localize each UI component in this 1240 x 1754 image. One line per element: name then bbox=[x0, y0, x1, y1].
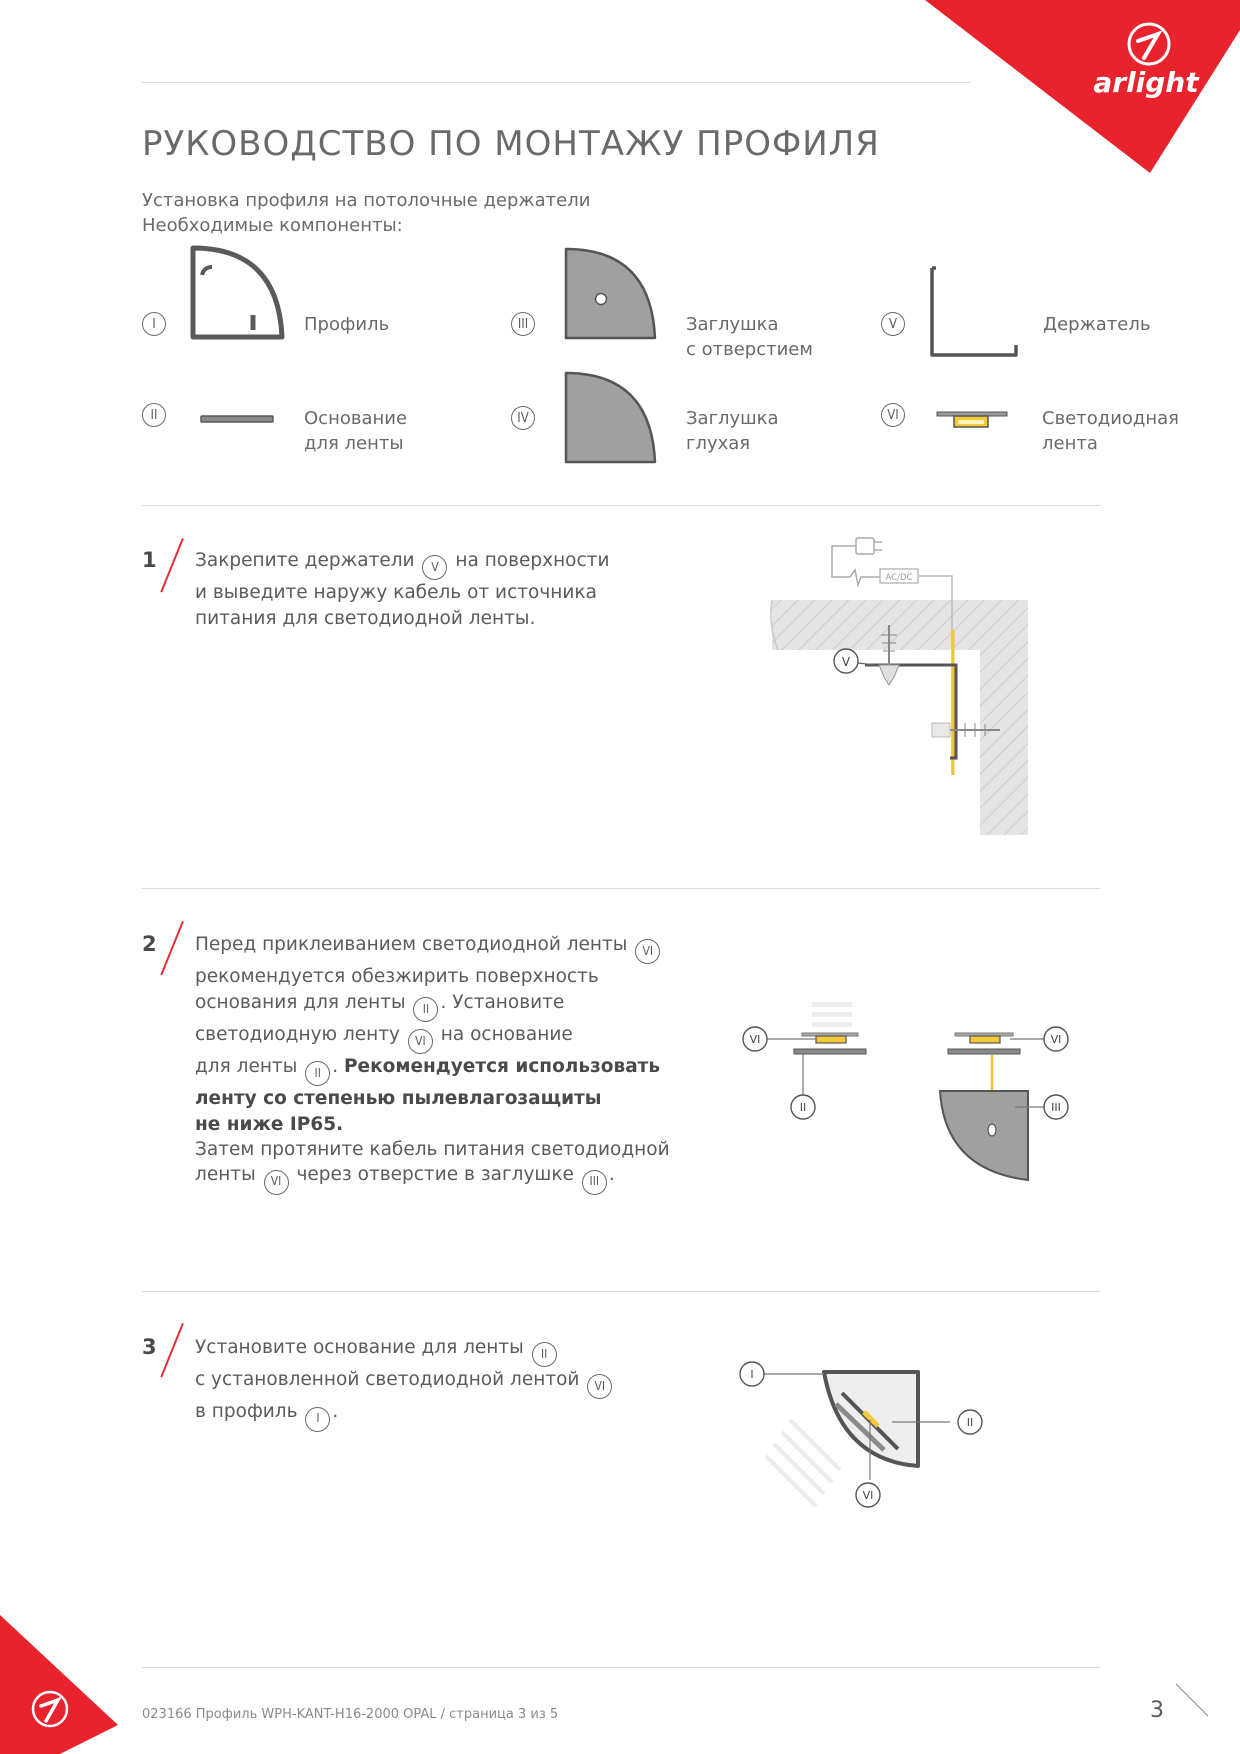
footer-text: 023166 Профиль WPH-KANT-H16-2000 OPAL / страница 3 из 5 bbox=[142, 1707, 559, 1722]
diagram-ref-label: VI bbox=[862, 1489, 874, 1502]
step-1-diagram bbox=[770, 525, 1040, 845]
component-number: IV bbox=[511, 406, 535, 430]
section-divider bbox=[142, 1291, 1100, 1292]
step-slash bbox=[160, 538, 184, 593]
component-number: VI bbox=[881, 403, 905, 427]
end-cap-blind-icon bbox=[563, 370, 658, 465]
ref-badge: II bbox=[413, 997, 438, 1022]
section-divider bbox=[142, 505, 1100, 506]
ref-badge: V bbox=[422, 555, 447, 580]
led-strip-icon bbox=[936, 409, 1008, 431]
step-3-diagram bbox=[730, 1350, 1000, 1520]
component-label: Заглушка bbox=[686, 408, 779, 429]
subtitle: Установка профиля на потолочные держатели bbox=[142, 190, 591, 211]
component-label-line2: с отверстием bbox=[686, 339, 813, 360]
components-heading: Необходимые компоненты: bbox=[142, 215, 403, 236]
page-corner-line bbox=[1172, 1680, 1212, 1720]
power-supply-label: AC/DC bbox=[885, 573, 913, 583]
step-number: 3 bbox=[142, 1335, 157, 1359]
end-cap-with-hole-icon bbox=[563, 246, 658, 341]
page-number: 3 bbox=[1150, 1698, 1164, 1723]
holder-bracket-icon bbox=[925, 265, 1021, 360]
brand-name: arlight bbox=[1093, 66, 1199, 99]
ref-badge: II bbox=[532, 1342, 557, 1367]
step-slash bbox=[160, 1323, 184, 1378]
brand-corner bbox=[920, 0, 1240, 175]
ref-badge: VI bbox=[264, 1170, 289, 1195]
diagram-ref-label: V bbox=[841, 655, 851, 669]
profile-icon bbox=[190, 245, 285, 340]
step-3-text: Установите основание для ленты II с установленной светодиодной лентой VI в профиль I . bbox=[195, 1335, 665, 1432]
footer-rule bbox=[142, 1667, 1100, 1668]
component-label-line2: лента bbox=[1042, 433, 1098, 454]
component-label: Заглушка bbox=[686, 314, 779, 335]
component-number: I bbox=[142, 312, 166, 336]
ref-badge: III bbox=[582, 1170, 607, 1195]
step-1-text: Закрепите держатели V на поверхности и выведите наружу кабель от источника питания для светодиодной ленты. bbox=[195, 550, 610, 629]
diagram-ref-label: III bbox=[1051, 1101, 1061, 1114]
component-number: II bbox=[142, 403, 166, 427]
ref-badge: VI bbox=[408, 1029, 433, 1054]
diagram-ref-label: VI bbox=[749, 1033, 761, 1046]
diagram-ref-label: I bbox=[750, 1368, 754, 1381]
component-number: V bbox=[881, 312, 905, 336]
ref-badge: VI bbox=[635, 939, 660, 964]
base-strip-icon bbox=[200, 414, 274, 424]
page-title: РУКОВОДСТВО ПО МОНТАЖУ ПРОФИЛЯ bbox=[142, 124, 880, 164]
step-2-text: Перед приклеиванием светодиодной ленты VI рекомендуется обезжирить поверхность основания для ленты II . Установите светодиодную ленту VI на основание для ленты II . Рекомендуется использовать ленту со степенью пылевлагозащиты не ниже IP65. Затем протяните кабель питания светодиодной ленты VI через отверстие в заглушке III . bbox=[195, 932, 715, 1195]
step-2-diagram bbox=[730, 995, 1080, 1195]
section-divider bbox=[142, 888, 1100, 889]
brand-corner-bottom bbox=[0, 1615, 120, 1754]
ref-badge: I bbox=[305, 1407, 330, 1432]
diagram-ref-label: VI bbox=[1050, 1033, 1062, 1046]
component-label-line2: для ленты bbox=[304, 433, 404, 454]
step-number: 2 bbox=[142, 932, 157, 956]
power-plug-icon bbox=[832, 538, 882, 585]
component-label: Светодиодная bbox=[1042, 408, 1179, 429]
header-rule bbox=[142, 82, 970, 83]
diagram-ref-label: II bbox=[799, 1101, 807, 1114]
component-number: III bbox=[511, 312, 535, 336]
step-number: 1 bbox=[142, 548, 157, 572]
component-label: Держатель bbox=[1043, 314, 1151, 335]
ref-badge: II bbox=[305, 1061, 330, 1086]
diagram-ref-label: II bbox=[966, 1416, 974, 1429]
component-label: Профиль bbox=[304, 314, 390, 335]
ref-badge: VI bbox=[587, 1374, 612, 1399]
component-label: Основание bbox=[304, 408, 408, 429]
component-label-line2: глухая bbox=[686, 433, 751, 454]
step-slash bbox=[160, 921, 184, 976]
